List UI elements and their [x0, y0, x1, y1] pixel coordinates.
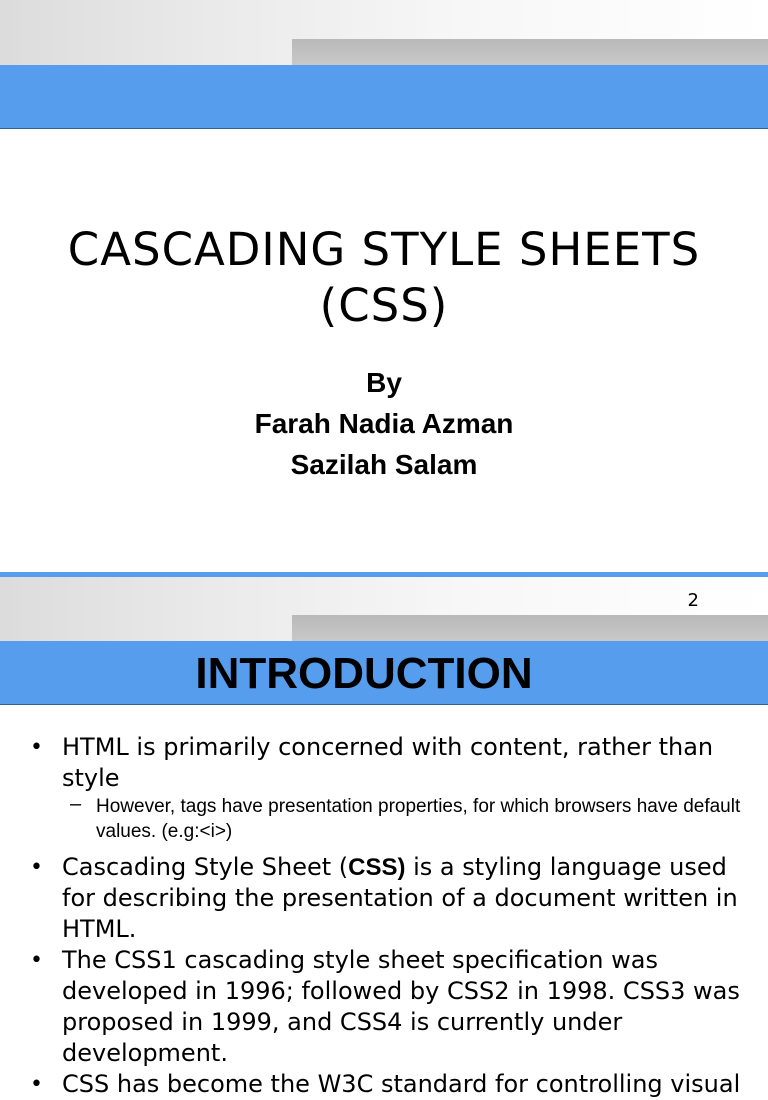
slide-heading: INTRODUCTION [195, 649, 533, 698]
bullet-text-pre: Cascading Style Sheet ( [62, 853, 349, 881]
page-number: 2 [687, 590, 699, 611]
presentation-title [0, 222, 768, 334]
author-name-1: Farah Nadia Azman [254, 408, 514, 439]
list-item [30, 852, 750, 945]
title-line-1: CASCADING STYLE SHEETS [67, 223, 701, 276]
bullet-text-bold: CSS) [348, 854, 406, 881]
bullet-icon: • [30, 1072, 43, 1097]
sub-list-item [30, 794, 750, 844]
title-line-2: (CSS) [319, 279, 449, 332]
dash-icon: – [70, 793, 82, 815]
list-item [30, 945, 750, 1069]
introduction-slide [0, 572, 768, 1098]
by-label: By [366, 367, 402, 398]
sub-bullet-text: However, tags have presentation properties, for which browsers have default values. (e.g:<i>) [96, 796, 741, 842]
bullet-icon: • [30, 855, 43, 880]
header-gray-bar [292, 615, 768, 641]
author-name-2: Sazilah Salam [290, 449, 478, 480]
header-blue-band [0, 641, 768, 705]
bullet-text: CSS has become the W3C standard for controlling visual [62, 1070, 741, 1098]
bullet-list [30, 732, 750, 1100]
bullet-icon: • [30, 735, 43, 760]
bullet-text: The CSS1 cascading style sheet specification was developed in 1996; followed by CSS2 in 1998. CSS3 was proposed in 1999, and CSS4 is currently under development. [62, 946, 740, 1067]
bullet-text: HTML is primarily concerned with content, rather than style [62, 733, 714, 792]
list-item [30, 1069, 750, 1100]
list-item [30, 732, 750, 794]
bullet-text-post: is a styling language used for describing the presentation of a document written in HTML. [62, 853, 738, 943]
bullet-icon: • [30, 948, 43, 973]
header-blue-band [0, 65, 768, 129]
header-gray-bar [292, 39, 768, 65]
author-block [0, 362, 768, 485]
